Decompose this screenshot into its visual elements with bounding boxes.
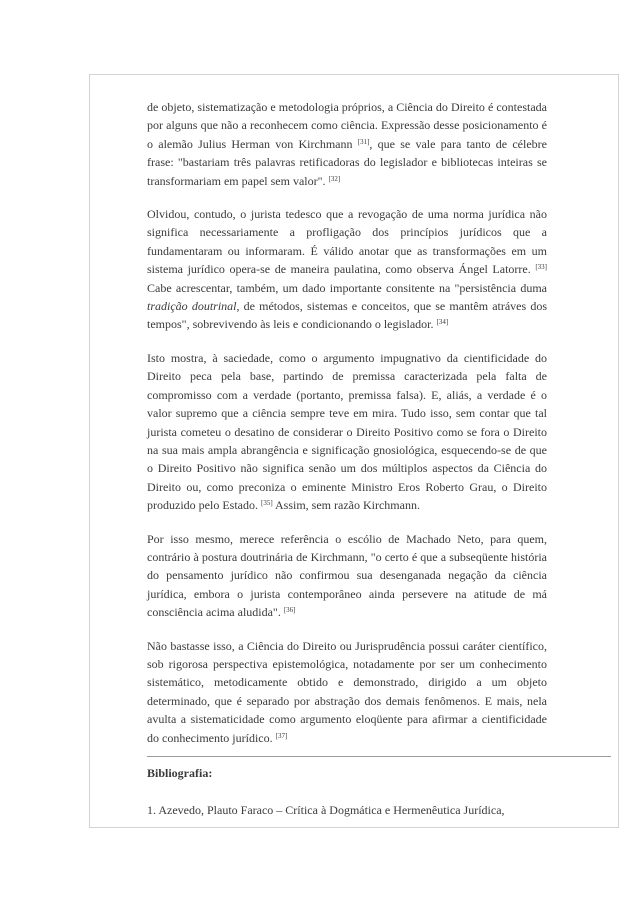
footnote-reference[interactable]: [31] (357, 137, 370, 146)
paragraph-text: Não bastasse isso, a Ciência do Direito ou Jurisprudência possui caráter científico, sob rigorosa perspectiva epistemológica, notadamente por ser um conhecimento sistemático, metodicamente obtido e demonstrado, dirigido a um objeto determinado, que é separado por abstração dos demais fenômenos. E mais, nela avulta a sistematicidade como argumento eloqüente para afirmar a cientificidade do conhecimento jurídico. (147, 638, 547, 745)
paragraph-text: Olvidou, contudo, o jurista tedesco que a revogação de uma norma jurídica não significa necessariamente a profligação dos princípios jurídicos que a fundamentaram ou informaram. É válido anotar que as transformações em um sistema jurídico opera-se de maneira paulatina, como observa Ángel Latorre. (147, 207, 547, 277)
footnote-reference[interactable]: [36] (283, 606, 296, 615)
paragraph-3 (147, 349, 547, 515)
bibliography-item: 1. Azevedo, Plauto Faraco – Crítica à Dogmática e Hermenêutica Jurídica, (147, 803, 505, 817)
paragraph-2 (147, 205, 547, 334)
document-body (147, 98, 547, 762)
footnote-reference[interactable]: [32] (328, 174, 341, 183)
footnote-reference[interactable]: [34] (436, 318, 449, 327)
footnote-reference[interactable]: [33] (535, 263, 547, 272)
footnote-reference[interactable]: [37] (275, 731, 288, 740)
bibliography-heading: Bibliografia: (147, 766, 213, 780)
footnote-reference[interactable]: [35] (260, 499, 273, 508)
paragraph-5 (147, 637, 547, 747)
paragraph-text: , que se vale para tanto de célebre frase: "bastariam três palavras retificadoras do legislador e bibliotecas inteiras se transformariam em papel sem valor". (147, 136, 547, 188)
paragraph-text: Isto mostra, à saciedade, como o argumento impugnativo da cientificidade do Direito peca pela base, partindo de premissa caracterizada pela falta de compromisso com a verdade (portanto, premissa falsa). E, aliás, a verdade é o valor supremo que a ciência sempre teve em mira. Tudo isso, sem contar que tal jurista cometeu o desatino de considerar o Direito Positivo como se fora o Direito na sua mais ampla abrangência e significação gnosiológica, esquecendo-se de que o Direito Positivo não significa senão um dos múltiplos aspectos da Ciência do Direito ou, como preconiza o eminente Ministro Eros Roberto Grau, o Direito produzido pelo Estado. (147, 350, 547, 513)
paragraph-text: , de métodos, sistemas e conceitos, que se mantêm atráves dos tempos", sobrevivendo às leis e condicionando o legislador. (147, 299, 547, 332)
paragraph-text: Por isso mesmo, merece referência o escólio de Machado Neto, para quem, contrário à postura doutrinária de Kirchmann, "o certo é que a subseqüente história do pensamento jurídico não confirmou sua desenganada negação da ciência jurídica, embora o jurista contemporâneo ainda persevere na atitude de má consciência acima aludida". (147, 531, 547, 620)
paragraph-1 (147, 98, 547, 190)
paragraph-text: de objeto, sistematização e metodologia próprios, a Ciência do Direito é contestada por alguns que não a reconhecem como ciência. Expressão desse posicionamento é o alemão Julius Herman von Kirchmann (147, 100, 547, 151)
paragraph-text: Assim, sem razão Kirchmann. (272, 498, 420, 513)
paragraph-4 (147, 530, 547, 622)
paragraph-text: Cabe acrescentar, também, um dado importante consitente na "persistência duma (147, 280, 547, 295)
italic-phrase: tradição doutrinal (147, 299, 237, 314)
footnote-divider (147, 756, 611, 757)
